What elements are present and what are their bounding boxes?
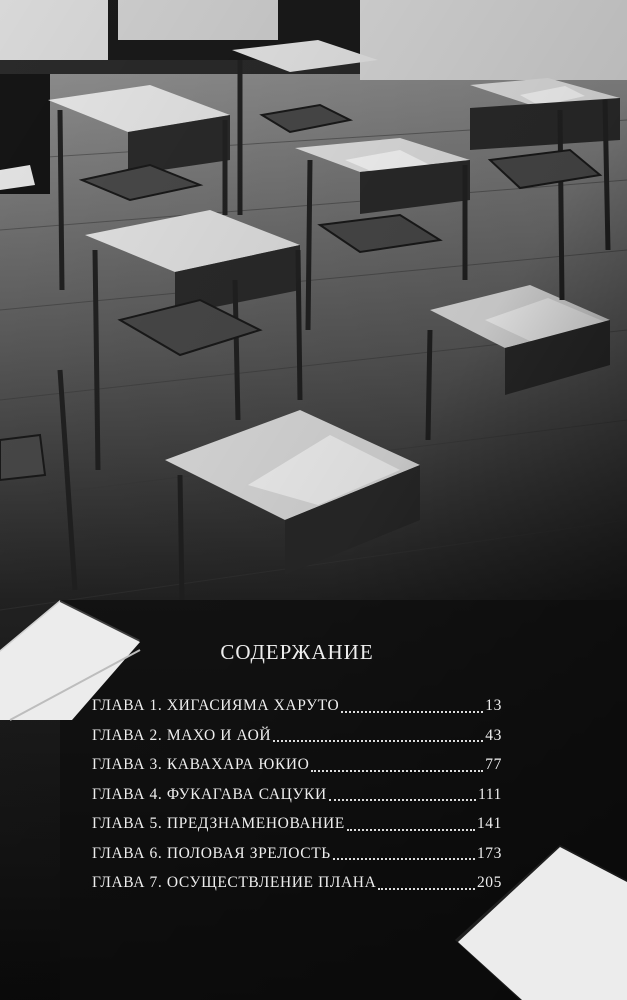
toc-entry-page: 205 [476, 874, 502, 891]
toc-entry [92, 721, 502, 751]
toc-entry-page: 43 [485, 726, 502, 744]
toc-entry [92, 780, 502, 810]
toc-leader-dots [378, 888, 475, 890]
toc-entry-label: ГЛАВА 2. МАХО И АОЙ [92, 726, 272, 744]
toc-entry [92, 750, 502, 780]
toc-entry-page: 111 [478, 785, 502, 803]
toc-entry-label: ГЛАВА 3. КАВАХАРА ЮКИО [92, 756, 310, 773]
toc-entry [92, 839, 502, 869]
toc-leader-dots [329, 799, 476, 801]
toc-entry [92, 868, 502, 898]
table-of-contents [92, 640, 502, 898]
toc-entry [92, 809, 502, 839]
toc-leader-dots [341, 711, 483, 713]
toc-leader-dots [311, 770, 483, 772]
toc-leader-dots [347, 829, 475, 831]
toc-entry [92, 691, 502, 721]
toc-entry-page: 173 [476, 844, 502, 862]
toc-entry-page: 13 [485, 697, 502, 714]
toc-entry-label: ГЛАВА 4. ФУКАГАВА САЦУКИ [92, 785, 327, 803]
toc-entry-label: ГЛАВА 7. ОСУЩЕСТВЛЕНИЕ ПЛАНА [92, 874, 377, 891]
toc-title: СОДЕРЖАНИЕ [220, 640, 374, 664]
toc-entry-label: ГЛАВА 6. ПОЛОВАЯ ЗРЕЛОСТЬ [92, 844, 331, 862]
toc-list [92, 691, 502, 898]
toc-entry-page: 77 [485, 756, 502, 773]
toc-leader-dots [273, 740, 483, 742]
toc-entry-label: ГЛАВА 5. ПРЕДЗНАМЕНОВАНИЕ [92, 815, 345, 832]
toc-leader-dots [333, 858, 475, 860]
toc-entry-page: 141 [476, 815, 502, 832]
toc-entry-label: ГЛАВА 1. ХИГАСИЯМА ХАРУТО [92, 697, 340, 714]
